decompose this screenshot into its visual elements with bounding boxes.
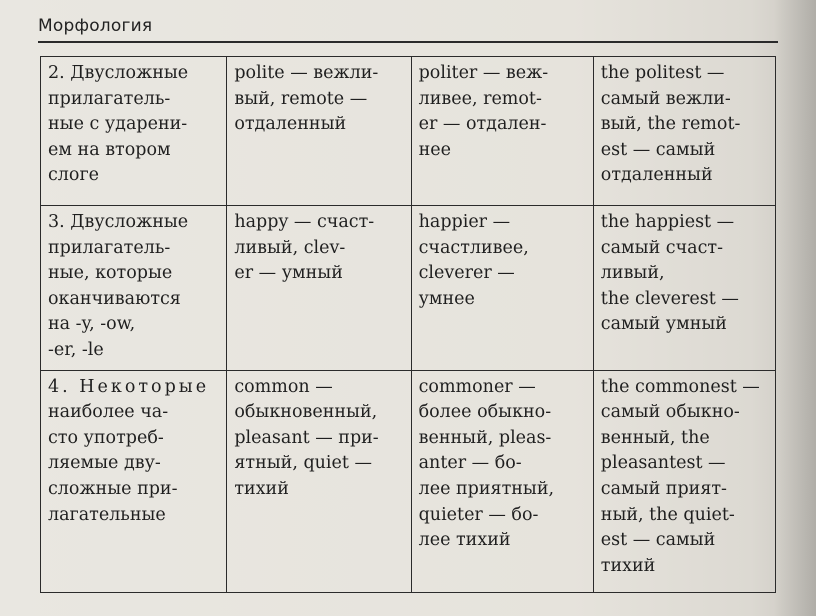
comparative-cell: politer — веж- ливее, remot- er — отдален- нее xyxy=(411,57,593,206)
positive-cell: common — обыкновенный, pleasant — при- ятный, quiet — тихий xyxy=(227,370,411,592)
superlative-cell: the commonest — самый обыкно- венный, the pleasantest — самый прият- ный, the quiet- est — самый тихий xyxy=(593,370,775,592)
positive-cell: happy — счаст- ливый, clev- er — умный xyxy=(227,206,411,371)
superlative-cell: the happiest — самый счаст- ливый, the cleverest — самый умный xyxy=(593,206,775,371)
page-header-title: Морфология xyxy=(38,16,153,36)
adjective-comparison-table xyxy=(40,56,776,593)
comparative-cell: commoner — более обыкно- венный, pleas- anter — бо- лее приятный, quieter — бо- лее тихий xyxy=(411,370,593,592)
header-rule xyxy=(38,41,778,43)
table-row xyxy=(41,57,776,206)
page-edge-shadow xyxy=(774,0,816,616)
category-cell: 2. Двусложные прилагатель- ные с ударени- ем на втором слоге xyxy=(41,57,227,206)
positive-cell: polite — вежли- вый, remote — отдаленный xyxy=(227,57,411,206)
comparative-cell: happier — счастливее, cleverer — умнее xyxy=(411,206,593,371)
category-cell: 3. Двусложные прилагатель- ные, которые оканчиваются на -y, -ow, -er, -le xyxy=(41,206,227,371)
table-row xyxy=(41,370,776,592)
superlative-cell: the politest — самый вежли- вый, the remot- est — самый отдаленный xyxy=(593,57,775,206)
category-cell: 4. Некоторые наиболее ча- сто употреб- ляемые дву- сложные при- лагательные xyxy=(41,370,227,592)
table-row xyxy=(41,206,776,371)
